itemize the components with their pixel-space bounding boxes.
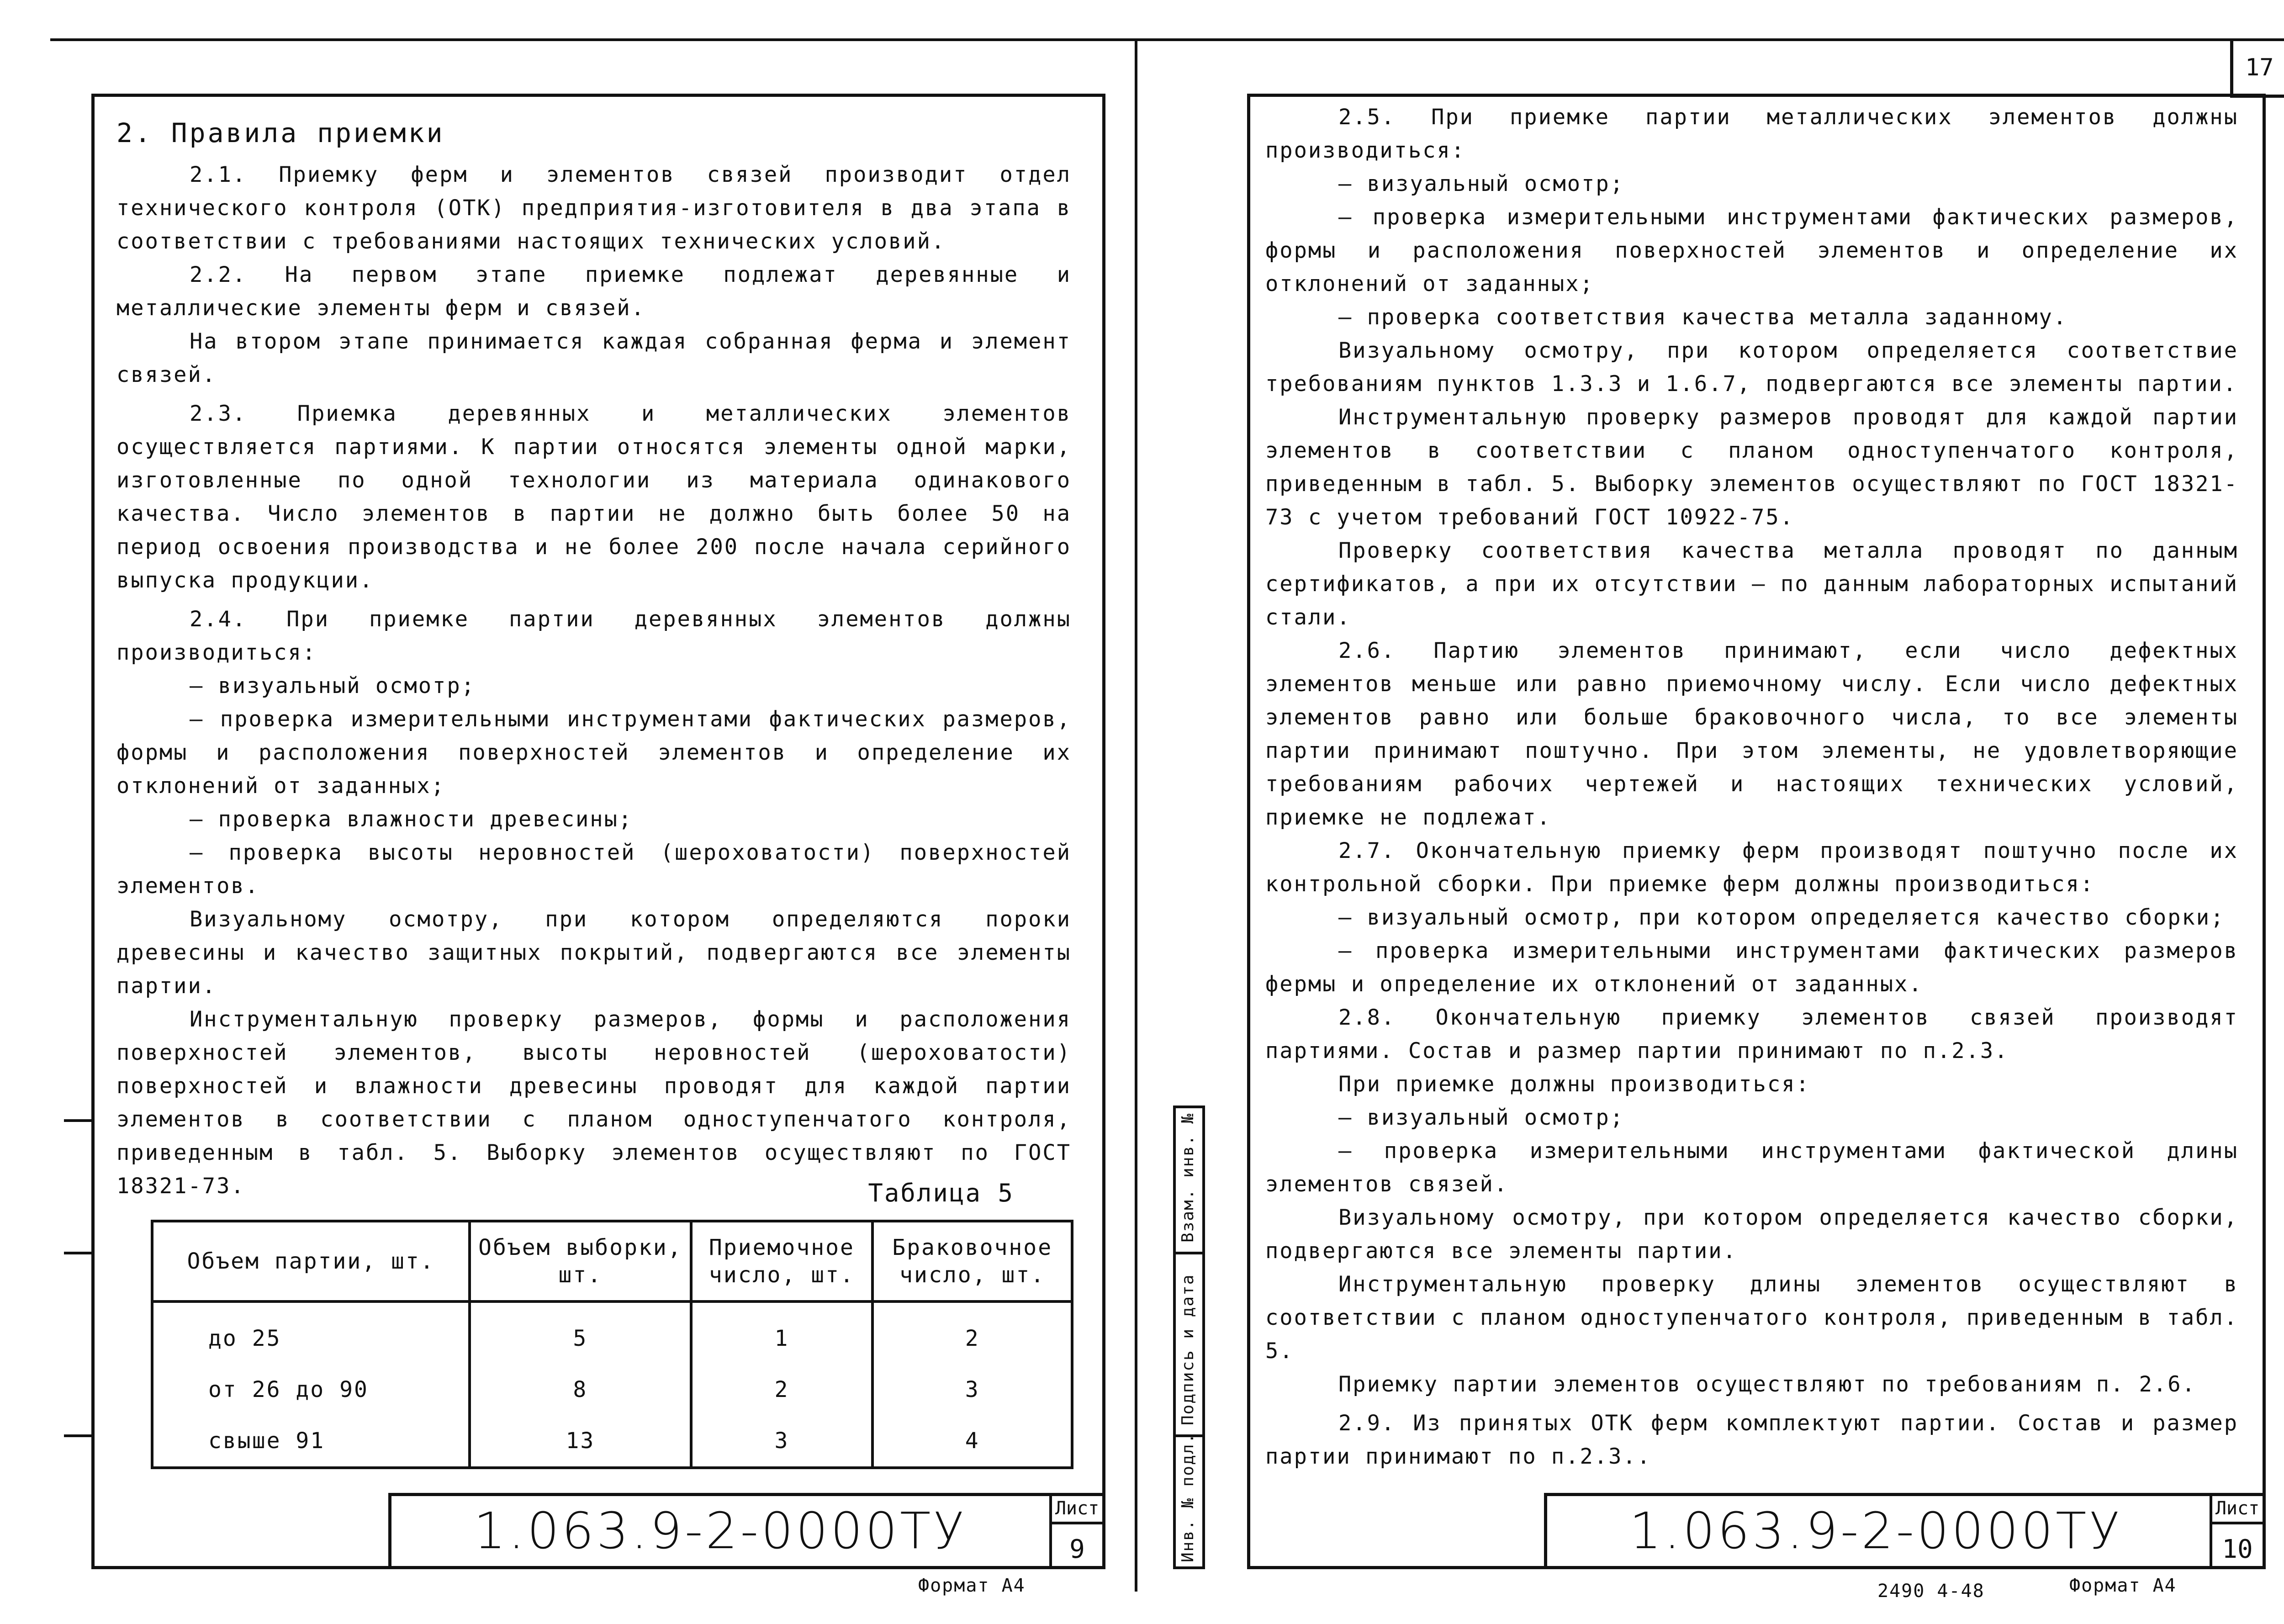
para-instrumental: Инструментальную проверку размеров, формы и расположения поверхностей элементов, высоты неровностей (шероховатости) поверхностей и влажности древесины проводят для каждой партии элементов в соответствии с планом одноступенчатого контроля, приведенным в табл. 5. Выборку элементов осуществляют по ГОСТ 18321-73. (116, 1007, 1071, 1199)
para-2-2: 2.2. На первом этапе приемке подлежат деревянные и металлические элементы ферм и связей. (116, 262, 1071, 321)
right-title-block (1544, 1493, 2266, 1569)
sheet-box (2210, 1496, 2263, 1566)
format-label: Формат А4 (2069, 1575, 2177, 1596)
margin-tick (64, 1119, 91, 1122)
sampling-table (151, 1220, 1073, 1469)
para-2-6: 2.6. Партию элементов принимают, если число дефектных элементов меньше или равно приемочному числу. Если число дефектных элементов равно или больше браковочного числа, то все элементы партии принимают поштучно. При этом элементы, не удовлетворяющие требованиям рабочих чертежей и настоящих технических условий, приемке не подлежат. (1265, 638, 2238, 830)
table-row: свыше 91 13 3 4 (152, 1415, 1072, 1468)
list-item: – визуальный осмотр; (190, 673, 476, 698)
para-2-2b: На втором этапе принимается каждая собранная ферма и элемент связей. (116, 329, 1071, 387)
strip-label-inv: Инв. № подл. (1179, 1432, 1197, 1562)
para-2-5: 2.5. При приемке партии металлических элементов должны производиться: (1265, 105, 2238, 163)
table-row: до 25 5 1 2 (152, 1301, 1072, 1364)
list-item: – визуальный осмотр; (1338, 1105, 1624, 1130)
strip-divider (1173, 1252, 1205, 1254)
page-number: 17 (2245, 54, 2274, 81)
para-visual-2: Визуальному осмотру, при котором определяется качество сборки, подвергаются все элементы партии. (1265, 1205, 2238, 1264)
document-code: 1.063.9-2-0000ТУ (474, 1502, 967, 1560)
center-spine (1135, 38, 1137, 1592)
top-rule (50, 38, 2284, 41)
para-visual: Визуальному осмотру, при котором определяются пороки древесины и качество защитных покрытий, подвергаются все элементы партии. (116, 907, 1071, 999)
para-2-7: 2.7. Окончательную приемку ферм производят поштучно после их контрольной сборки. При приемке ферм должны производиться: (1265, 838, 2238, 897)
col-sample-size: Объем выборки, шт. (470, 1221, 691, 1301)
sheet-label: Лист (1052, 1496, 1102, 1524)
list-item: – проверка измерительными инструментами фактических размеров, формы и расположения поверхностей элементов и определение их отклонений от заданных; (116, 707, 1071, 799)
strip-label-replaced: Взам. инв. № (1179, 1112, 1197, 1243)
sheet-number: 10 (2222, 1534, 2253, 1564)
list-item: – проверка измерительными инструментами фактических размеров, формы и расположения поверхностей элементов и определение их отклонений от заданных; (1265, 205, 2238, 296)
format-label: Формат А4 (918, 1575, 1026, 1596)
para-visual: Визуальному осмотру, при котором определяется соответствие требованиям пунктов 1.3.3 и 1.6.7, подвергаются все элементы партии. (1265, 338, 2238, 397)
list-item: – визуальный осмотр, при котором определяется качество сборки; (1338, 905, 2225, 930)
para-2-8b: При приемке должны производиться: (1338, 1072, 1810, 1097)
col-reject-number: Браковочное число, шт. (872, 1221, 1072, 1301)
right-page-text (1265, 101, 2238, 1473)
list-item: – визуальный осмотр; (1338, 171, 1624, 196)
table-header-row (152, 1221, 1072, 1301)
para-acceptance: Приемку партии элементов осуществляют по требованиям п. 2.6. (1338, 1372, 2196, 1397)
section-title: 2. Правила приемки (116, 117, 445, 148)
left-page-text (116, 116, 1071, 1203)
para-metal-quality: Проверку соответствия качества металла проводят по данным сертификатов, а при их отсутствии – по данным лабораторных испытаний стали. (1265, 538, 2238, 630)
para-instrumental: Инструментальную проверку размеров проводят для каждой партии элементов в соответствии с планом одноступенчатого контроля, приведенным в табл. 5. Выборку элементов осуществляют по ГОСТ 18321-73 с учетом требований ГОСТ 10922-75. (1265, 405, 2238, 530)
para-2-1: 2.1. Приемку ферм и элементов связей производит отдел технического контроля (ОТК) предприятия-изготовителя в два этапа в соответствии с требованиями настоящих технических условий. (116, 162, 1071, 254)
sheet-number: 9 (1069, 1534, 1085, 1564)
margin-tick (64, 1252, 91, 1254)
left-title-block (388, 1493, 1105, 1569)
list-item: – проверка соответствия качества металла заданному. (1338, 305, 2068, 330)
col-accept-number: Приемочное число, шт. (691, 1221, 873, 1301)
document-code: 1.063.9-2-0000ТУ (1629, 1502, 2123, 1560)
para-2-3: 2.3. Приемка деревянных и металлических элементов осуществляется партиями. К партии относятся элементы одной марки, изготовленные по одной технологии из материала одинакового качества. Число элементов в партии не должно быть более 50 на период освоения производства и не более 200 после начала серийного выпуска продукции. (116, 401, 1071, 593)
para-2-9: 2.9. Из принятых ОТК ферм комплектуют партии. Состав и размер партии принимают по п.2.3.. (1265, 1411, 2238, 1469)
sheet-label: Лист (2212, 1496, 2263, 1524)
strip-label-signature: Подпись и дата (1179, 1274, 1197, 1425)
archive-number: 2490 4-48 (1877, 1581, 1985, 1602)
margin-tick (64, 1434, 91, 1437)
para-2-4: 2.4. При приемке партии деревянных элементов должны производиться: (116, 607, 1071, 665)
col-lot-size: Объем партии, шт. (152, 1221, 470, 1301)
list-item: – проверка высоты неровностей (шероховатости) поверхностей элементов. (116, 840, 1071, 899)
list-item: – проверка влажности древесины; (190, 807, 633, 832)
list-item: – проверка измерительными инструментами фактических размеров фермы и определение их отклонений от заданных. (1265, 938, 2238, 997)
table-row: от 26 до 90 8 2 3 (152, 1364, 1072, 1415)
para-instrumental-2: Инструментальную проверку длины элементов осуществляют в соответствии с планом одноступенчатого контроля, приведенным в табл. 5. (1265, 1272, 2238, 1364)
list-item: – проверка измерительными инструментами фактической длины элементов связей. (1265, 1138, 2238, 1197)
table-caption: Таблица 5 (868, 1179, 1014, 1207)
para-2-8: 2.8. Окончательную приемку элементов связей производят партиями. Состав и размер партии принимают по п.2.3. (1265, 1005, 2238, 1063)
sheet-box (1049, 1496, 1102, 1566)
